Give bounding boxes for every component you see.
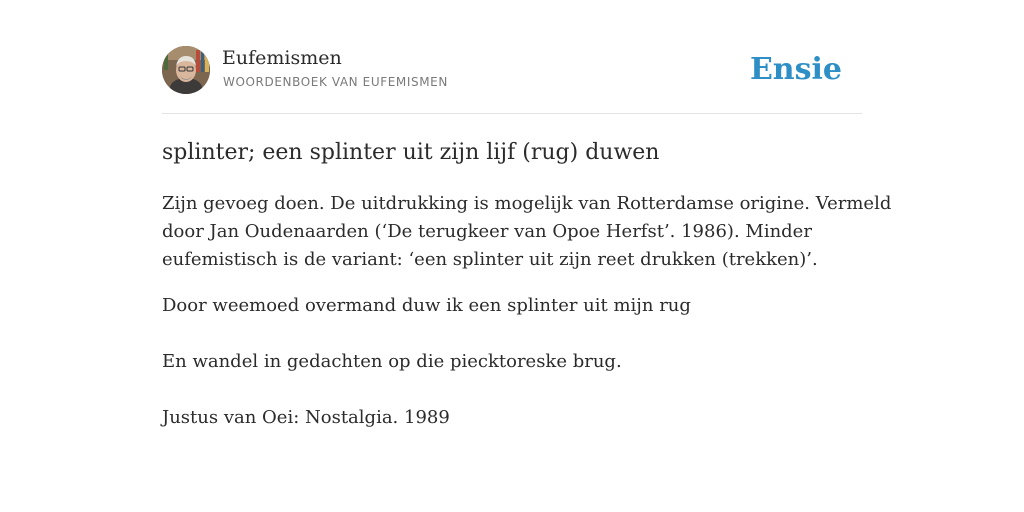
author-subtitle: WOORDENBOEK VAN EUFEMISMEN [223, 75, 448, 89]
ensie-logo[interactable]: Ensie [749, 52, 842, 87]
entry-title: splinter; een splinter uit zijn lijf (rug) duwen [162, 140, 660, 165]
entry-body [162, 190, 892, 450]
entry-definition [162, 190, 892, 274]
avatar-portrait-icon [162, 46, 210, 94]
definition-line: Zijn gevoeg doen. De uitdrukking is mogelijk van Rotterdamse origine. Vermeld [162, 193, 892, 214]
header [162, 46, 862, 96]
definition-line: door Jan Oudenaarden (‘De terugkeer van Opoe Herfst’. 1986). Minder [162, 221, 812, 242]
definition-line: eufemistisch is de variant: ‘een splinter uit zijn reet drukken (trekken)’. [162, 249, 818, 270]
header-divider [162, 113, 862, 114]
author-name[interactable]: Eufemismen [222, 47, 342, 69]
quote-citation: Justus van Oei: Nostalgia. 1989 [162, 407, 450, 428]
quote-line: En wandel in gedachten op die piecktoreske brug. [162, 351, 622, 372]
avatar[interactable] [162, 46, 210, 94]
quote-line: Door weemoed overmand duw ik een splinter uit mijn rug [162, 295, 691, 316]
